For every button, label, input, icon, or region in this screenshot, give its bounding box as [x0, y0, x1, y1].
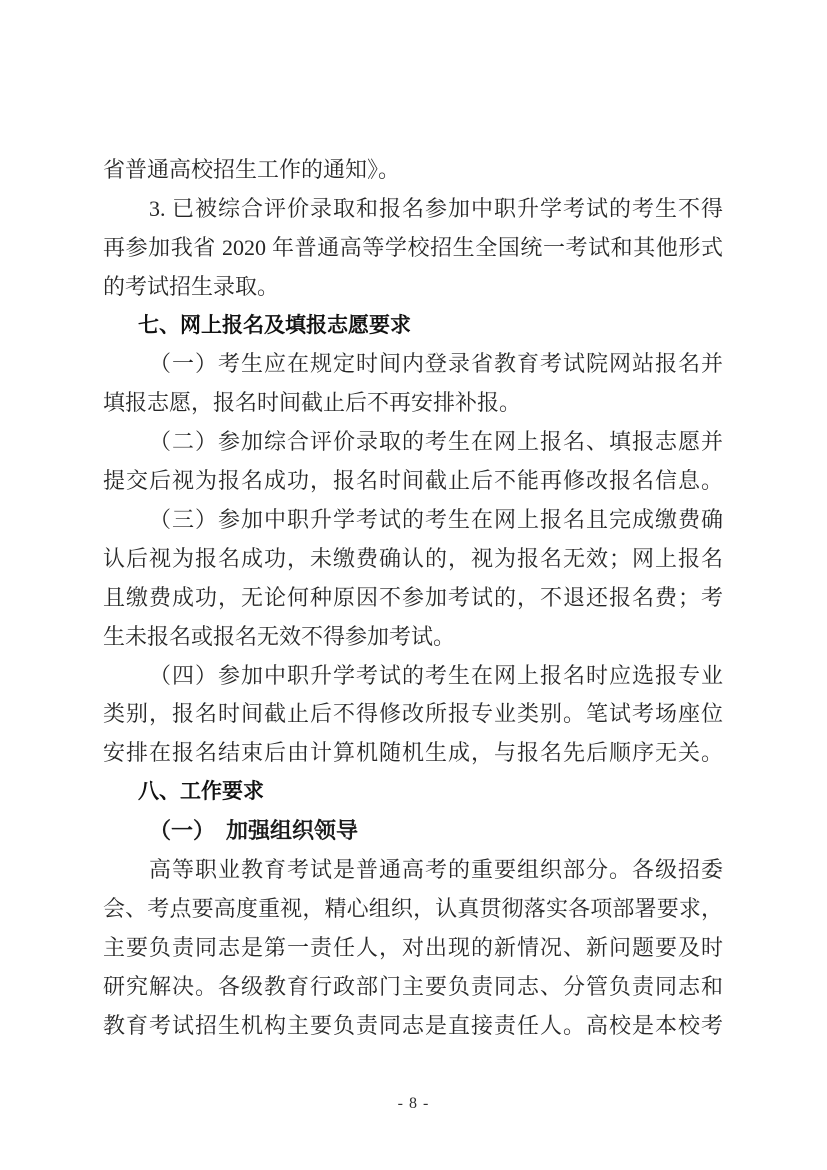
page-footer: [0, 1094, 827, 1114]
text-line: （一）考生应在规定时间内登录省教育考试院网站报名并: [149, 351, 723, 377]
text-line: （二）参加综合评价录取的考生在网上报名、填报志愿并: [149, 429, 723, 455]
text-line: 的考试招生录取。: [103, 273, 280, 299]
text-line: 类别，报名时间截止后不得修改所报专业类别。笔试考场座位: [103, 701, 723, 727]
text-line: 省普通高校招生工作的通知》。: [103, 157, 401, 182]
text-line: 3. 已被综合评价录取和报名参加中职升学考试的考生不得: [149, 195, 723, 221]
text-line: 填报志愿，报名时间截止后不再安排补报。: [103, 390, 522, 416]
section-heading-line: 八、工作要求: [138, 780, 264, 804]
text-line: 安排在报名结束后由计算机随机生成，与报名先后顺序无关。: [103, 740, 723, 766]
text-line: 主要负责同志是第一责任人，对出现的新情况、新问题要及时: [103, 934, 723, 960]
text-line: 高等职业教育考试是普通高考的重要组织部分。各级招委: [149, 857, 723, 883]
text-line: 再参加我省 2020 年普通高等学校招生全国统一考试和其他形式: [103, 234, 723, 260]
text-line: 且缴费成功，无论何种原因不参加考试的，不退还报名费；考: [103, 584, 723, 610]
text-line: （四）参加中职升学考试的考生在网上报名时应选报专业: [149, 662, 723, 688]
text-line: 会、考点要高度重视，精心组织，认真贯彻落实各项部署要求，: [103, 895, 723, 921]
text-line: 研究解决。各级教育行政部门主要负责同志、分管负责同志和: [103, 973, 723, 999]
text-line: 教育考试招生机构主要负责同志是直接责任人。高校是本校考: [103, 1012, 723, 1038]
subsection-heading-line: （一） 加强组织领导: [149, 818, 359, 844]
document-lines: [103, 151, 723, 1045]
page-number: - 8 -: [397, 1095, 430, 1112]
text-line: 认后视为报名成功，未缴费确认的，视为报名无效；网上报名: [103, 545, 723, 571]
text-line: 提交后视为报名成功，报名时间截止后不能再修改报名信息。: [103, 468, 723, 494]
text-line: （三）参加中职升学考试的考生在网上报名且完成缴费确: [149, 507, 723, 533]
text-line: 生未报名或报名无效不得参加考试。: [103, 623, 456, 649]
section-heading-line: 七、网上报名及填报志愿要求: [138, 313, 411, 337]
